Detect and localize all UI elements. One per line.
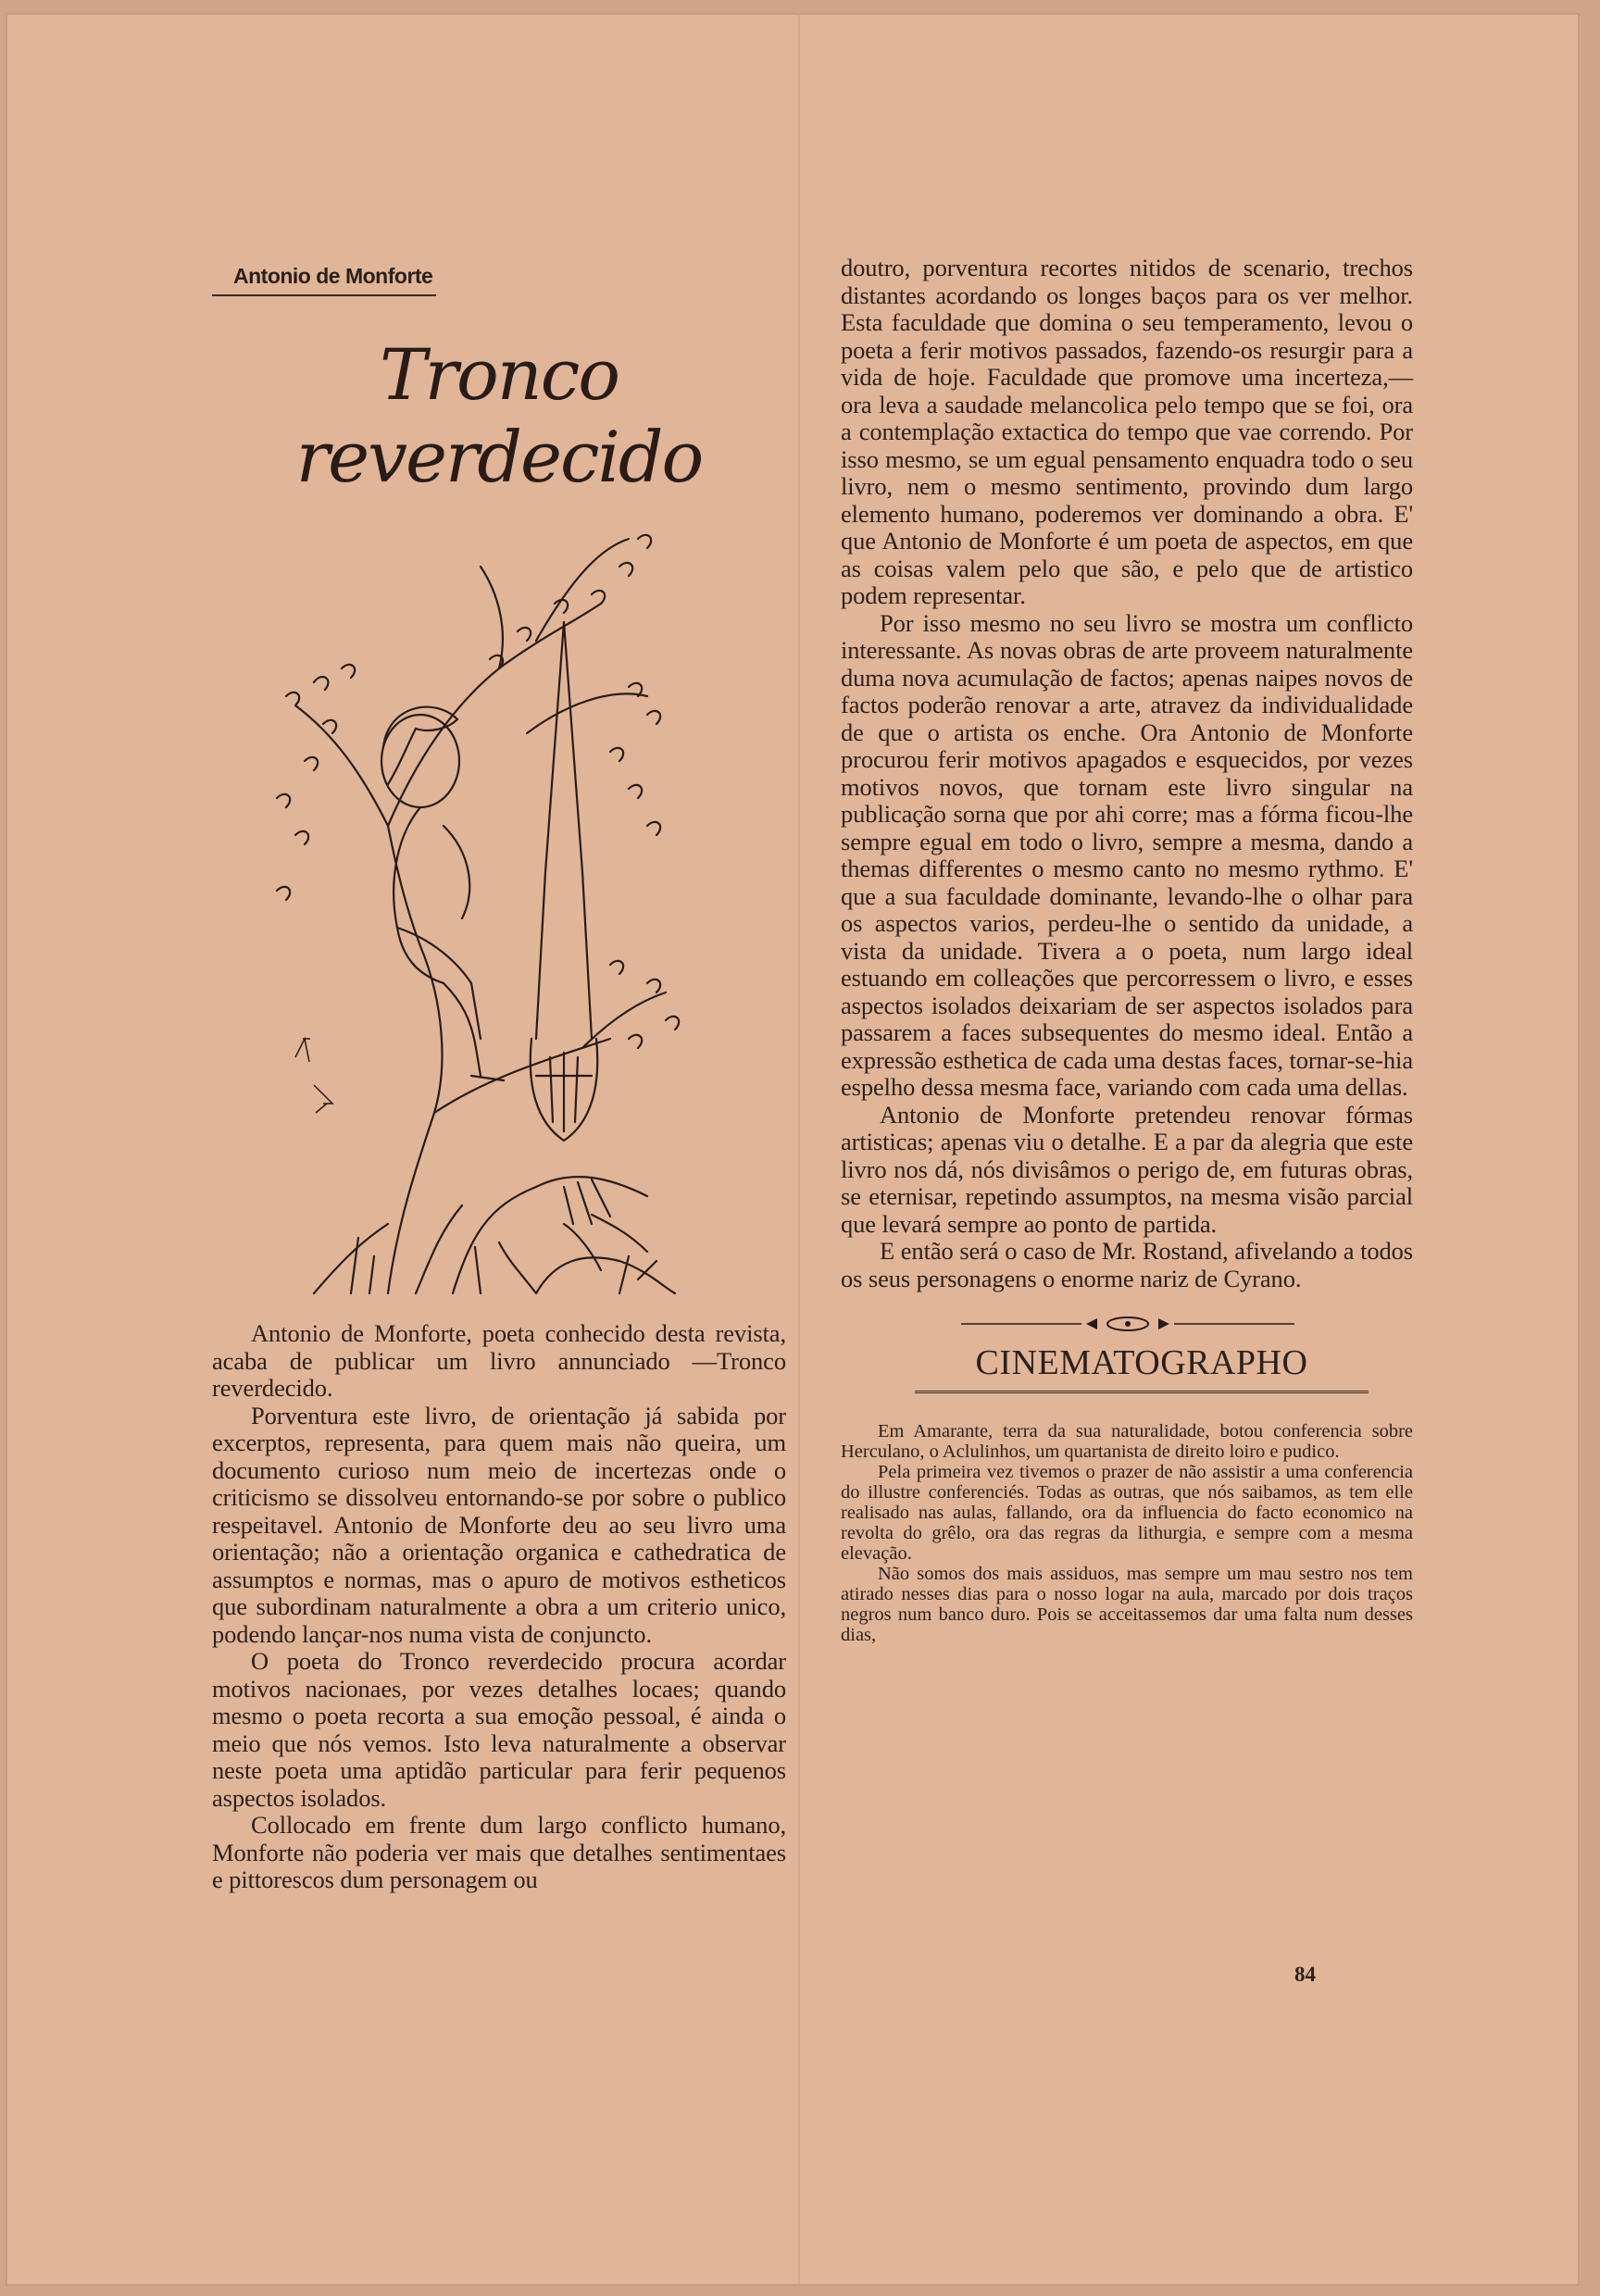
right-paragraph-4: E então será o caso de Mr. Rostand, afivelando a todos os seus personagens o enorme nariz de Cyrano. xyxy=(841,1237,1413,1292)
center-fold xyxy=(798,13,800,2286)
section-paragraph-2: Pela primeira vez tivemos o prazer de não assistir a uma conferencia do illustre conferenciés. Todas as outras, que nós saibamos, as tem elle realisado nas aulas, fallando, ora da influencia do facto economico na revolta do grêlo, ora das regras da lithurgia, e sempre com a mesma elevação. xyxy=(841,1462,1413,1564)
boy-in-tree-illustration xyxy=(258,520,740,1298)
left-paragraph-4: Collocado em frente dum largo conflicto humano, Monforte não poderia ver mais que detalhes sentimentaes e pittorescos dum personagem ou xyxy=(212,1811,786,1893)
section-title: CINEMATOGRAPHO xyxy=(915,1342,1369,1393)
author-header: Antonio de Monforte xyxy=(212,264,436,296)
section-paragraph-3: Não somos dos mais assiduos, mas sempre um mau sestro nos tem atirado nesses dias para o nosso logar na aula, marcado por dois traços negros num banco duro. Pois se acceitassemos dar uma falta num desses dias, xyxy=(841,1564,1413,1645)
left-paragraph-1: Antonio de Monforte, poeta conhecido desta revista, acaba de publicar um livro annunciado —Tronco reverdecido. xyxy=(212,1319,786,1402)
right-column xyxy=(841,255,1413,1645)
page-number: 84 xyxy=(1294,1963,1316,1986)
left-column xyxy=(212,264,786,1894)
right-paragraph-3: Antonio de Monforte pretendeu renovar fórmas artisticas; apenas viu o detalhe. E a par da alegria que este livro nos dá, nós divisâmos o perigo de, em futuras obras, se eternisar, repetindo assumptos, na mesma visão parcial que levará sempre ao ponto de partida. xyxy=(841,1100,1413,1238)
right-paragraph-1: doutro, porventura recortes nitidos de scenario, trechos distantes acordando os longes baços para os ver melhor. Esta faculdade que domina o seu temperamento, levou o poeta a ferir motivos passados, fazendo-os resurgir para a vida de hoje. Faculdade que promove uma incerteza,— ora leva a saudade melancolica pelo tempo que se foi, ora a contemplação extactica do tempo que vae correndo. Por isso mesmo, se um egual pensamento enquadra todo o seu livro, nem o mesmo sentimento, provindo dum largo elemento humano, poderemos ver dominando a obra. E' que Antonio de Monforte é um poeta de aspectos, em que as coisas valem pelo que são, e pelo que de artistico podem representar. xyxy=(841,254,1413,609)
article-title: Tronco reverdecido xyxy=(295,333,703,498)
left-paragraph-2: Porventura este livro, de orientação já sabida por excerptos, representa, para quem mais não queira, um documento curioso num meio de incertezas onde o criticismo se dissolveu entornando-se por sobre o publico respeitavel. Antonio de Monforte deu ao seu livro uma orientação; não a orientação organica e cathedratica de assumptos e normas, mas o apuro de motivos estheticos que subordinam naturalmente a obra a um criterio unico, podendo lançar-nos numa vista de conjuncto. xyxy=(212,1401,786,1648)
section-divider-ornament xyxy=(961,1315,1294,1333)
left-paragraph-3: O poeta do Tronco reverdecido procura acordar motivos nacionaes, por vezes detalhes locaes; quando mesmo o poeta recorta a sua emoção pessoal, é ainda o meio que nós vemos. Isto leva naturalmente a observar neste poeta uma aptidão particular para ferir pequenos aspectos isolados. xyxy=(212,1647,786,1812)
section-paragraph-1: Em Amarante, terra da sua naturalidade, botou conferencia sobre Herculano, o Aclulinhos, um quartanista de direito loiro e pudico. xyxy=(841,1421,1413,1462)
right-paragraph-2: Por isso mesmo no seu livro se mostra um conflicto interessante. As novas obras de arte proveem naturalmente duma nova acumulação de factos; apenas naipes novos de factos poderão renovar a arte, atravez da individualidade de que o artista os enche. Ora Antonio de Monforte procurou ferir motivos apagados e esquecidos, por vezes motivos novos, que tornam este livro singular na publicação sorna que por ahi corre; mas a fórma ficou-lhe sempre egual em todo o livro, sempre a mesma, dando a themas differentes o mesmo canto no mesmo rythmo. E' que a sua faculdade dominante, levando-lhe o olhar para os aspectos varios, perdeu-lhe o sentido da unidade, a vista da unidade. Tivera a o poeta, num largo ideal estuando em colleações que percorressem o livro, e esses aspectos isolados deixariam de ser aspectos isolados para passarem a faces subsequentes do mesmo ideal. Então a expressão esthetica de cada uma destas faces, tornar-se-hia espelho dessa mesma face, variando com cada uma dellas. xyxy=(841,608,1413,1101)
